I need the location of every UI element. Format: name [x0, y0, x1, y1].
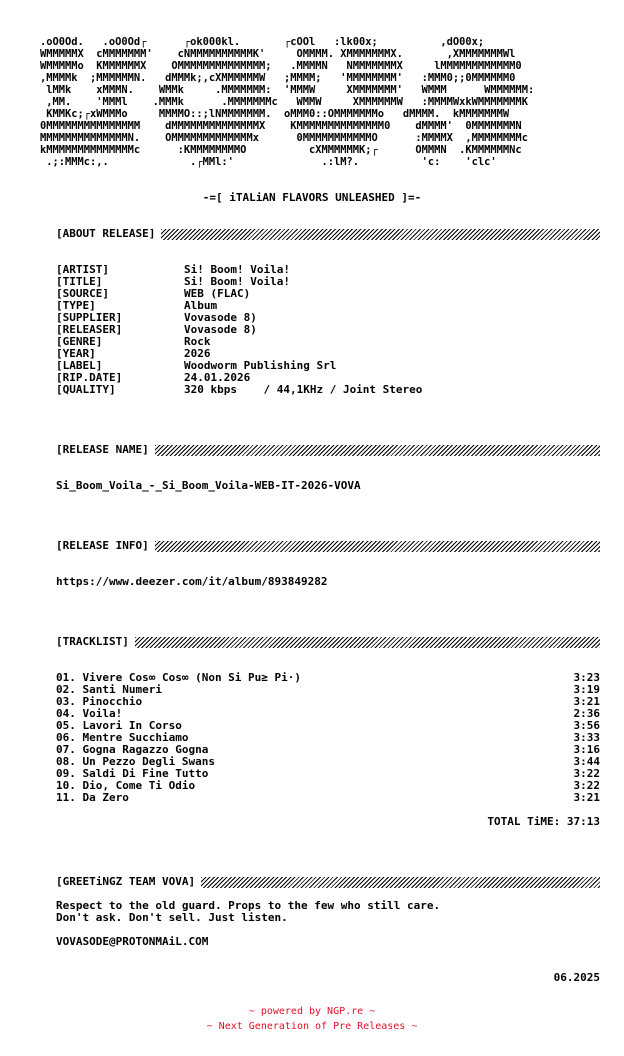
about-field-row [56, 276, 600, 288]
track-title: 11. Da Zero [56, 791, 129, 804]
field-value: Album [184, 299, 218, 312]
section-header [56, 228, 600, 240]
section-header-label: [TRACKLIST] [56, 635, 129, 648]
track-title: 04. Voila! [56, 707, 123, 720]
track-duration: 3:19 [573, 683, 600, 696]
field-key: [RELEASER] [56, 323, 123, 336]
hatch-divider [155, 445, 600, 456]
about-field-row [56, 300, 600, 312]
about-field-row [56, 288, 600, 300]
about-field-row [56, 264, 600, 276]
field-key: [TITLE] [56, 275, 103, 288]
track-title: 02. Santi Numeri [56, 683, 162, 696]
track-title: 08. Un Pezzo Degli Swans [56, 755, 215, 768]
tagline: -=[ iTALiAN FLAVORS UNLEASHED ]=- [202, 191, 422, 204]
track-title: 01. Vivere Cos∞ Cos∞ (Non Si Pu≥ Pi·) [56, 671, 302, 684]
release-name-value: Si_Boom_Voila_-_Si_Boom_Voila-WEB-IT-2026-VOVA [56, 479, 361, 492]
field-value: Si! Boom! Voila! [184, 275, 290, 288]
about-field-row [56, 336, 600, 348]
field-value: 2026 [184, 347, 211, 360]
about-field-row [56, 360, 600, 372]
field-key: [TYPE] [56, 299, 96, 312]
section-header [56, 444, 600, 456]
field-value: 320 kbps / 44,1KHz / Joint Stereo [184, 383, 423, 396]
section-header-label: [ABOUT RELEASE] [56, 227, 156, 240]
track-duration: 2:36 [573, 707, 600, 720]
about-release-fields [56, 264, 600, 396]
track-duration: 3:23 [573, 671, 600, 684]
track-title: 07. Gogna Ragazzo Gogna [56, 743, 209, 756]
release-info-section [56, 540, 600, 552]
track-title: 06. Mentre Succhiamo [56, 731, 189, 744]
track-duration: 3:56 [573, 719, 600, 732]
hatch-divider [135, 637, 600, 648]
field-value: Woodworm Publishing Srl [184, 359, 337, 372]
section-header [56, 876, 600, 888]
field-value: Rock [184, 335, 211, 348]
track-row [56, 792, 600, 804]
track-title: 05. Lavori In Corso [56, 719, 182, 732]
greetings-section [56, 876, 600, 888]
section-header-label: [RELEASE NAME] [56, 443, 149, 456]
ascii-art-logo: .oO0Od. .oO0Od┌ ┌ok000kl. ┌cOOl :lk00x; ,dO00x; WMMMMMX cMMMMMMM' cNMMMMMMMMMMK' OMMMM. XMMMMMMMX. ,XMMMMMMMWl WMMMMMo KMMMMMMX OMMMMMMMMMMMMMM; .MMMMN NMMMMMMMX lMMMMMMMMMMMM0 ,MMMMk ;MMMMMMN. dMMMk;,cXMMMMMMW ;MMMM; 'MMMMMMMM' :MMM0;;0MMMMMM0 lMMk xMMMN. WMMk .MMMMMMM: 'MMMW XMMMMMMM' WMMM WMMMMMM: ,MM. 'MMMl .MMMk .MMMMMMMc WMMW XMMMMMMW :MMMMWxkWMMMMMMMK KMMKc;┌xWMMMo MMMMO::;lNMMMMMMM. oMMM0::OMMMMMMMo dMMMM. kMMMMMMMW 0MMMMMMMMMMMMMMM dMMMMMMMMMMMMMMX KMMMMMMMMMMMMMM0 dMMMM' 0MMMMMMMN MMMMMMMMMMMMMMN. OMMMMMMMMMMMMMx 0MMMMMMMMMMMO :MMMMX ,MMMMMMMMc kMMMMMMMMMMMMMMc :KMMMMMMMMO cXMMMMMMK;┌ OMMMN .KMMMMMMNc .;:MMMc:,. .┌MMl:' .:lM?. 'c: 'clc' [40, 36, 535, 168]
track-duration: 3:21 [573, 791, 600, 804]
release-name-section [56, 444, 600, 456]
hatch-divider [155, 541, 600, 552]
track-row [56, 780, 600, 792]
field-key: [LABEL] [56, 359, 103, 372]
tracklist-section [56, 636, 600, 648]
field-key: [YEAR] [56, 347, 96, 360]
section-header-label: [RELEASE INFO] [56, 539, 149, 552]
track-title: 03. Pinocchio [56, 695, 143, 708]
about-release-section [56, 228, 600, 240]
track-title: 09. Saldi Di Fine Tutto [56, 767, 209, 780]
track-duration: 3:22 [573, 767, 600, 780]
hatch-divider [201, 877, 600, 888]
field-key: [SUPPLIER] [56, 311, 123, 324]
about-field-row [56, 312, 600, 324]
about-field-row [56, 324, 600, 336]
section-header-label: [GREETiNGZ TEAM VOVA] [56, 875, 196, 888]
field-key: [QUALITY] [56, 383, 116, 396]
greetings-line-1: Respect to the old guard. Props to the few who still care. [56, 899, 441, 912]
about-field-row [56, 384, 600, 396]
track-duration: 3:33 [573, 731, 600, 744]
tracklist [56, 672, 600, 804]
field-key: [GENRE] [56, 335, 103, 348]
release-date: 06.2025 [553, 971, 600, 984]
total-time: TOTAL TiME: 37:13 [487, 815, 600, 828]
section-header [56, 540, 600, 552]
field-value: Si! Boom! Voila! [184, 263, 290, 276]
field-value: Vovasode 8) [184, 311, 257, 324]
footer-powered-by: ~ powered by NGP.re ~ [248, 1006, 376, 1017]
footer-tagline: ~ Next Generation of Pre Releases ~ [206, 1021, 418, 1032]
field-value: Vovasode 8) [184, 323, 257, 336]
field-key: [RIP.DATE] [56, 371, 123, 384]
track-duration: 3:21 [573, 695, 600, 708]
release-info-url-link[interactable]: https://www.deezer.com/it/album/893849282 [56, 575, 328, 588]
field-value: 24.01.2026 [184, 371, 251, 384]
track-duration: 3:44 [573, 755, 600, 768]
track-row [56, 696, 600, 708]
field-value: WEB (FLAC) [184, 287, 251, 300]
contact-email-link[interactable]: VOVASODE@PROTONMAiL.COM [56, 935, 209, 948]
field-key: [SOURCE] [56, 287, 109, 300]
section-header [56, 636, 600, 648]
track-duration: 3:16 [573, 743, 600, 756]
field-key: [ARTIST] [56, 263, 109, 276]
hatch-divider [161, 229, 600, 240]
track-duration: 3:22 [573, 779, 600, 792]
track-title: 10. Dio, Come Ti Odio [56, 779, 196, 792]
greetings-line-2: Don't ask. Don't sell. Just listen. [56, 911, 288, 924]
